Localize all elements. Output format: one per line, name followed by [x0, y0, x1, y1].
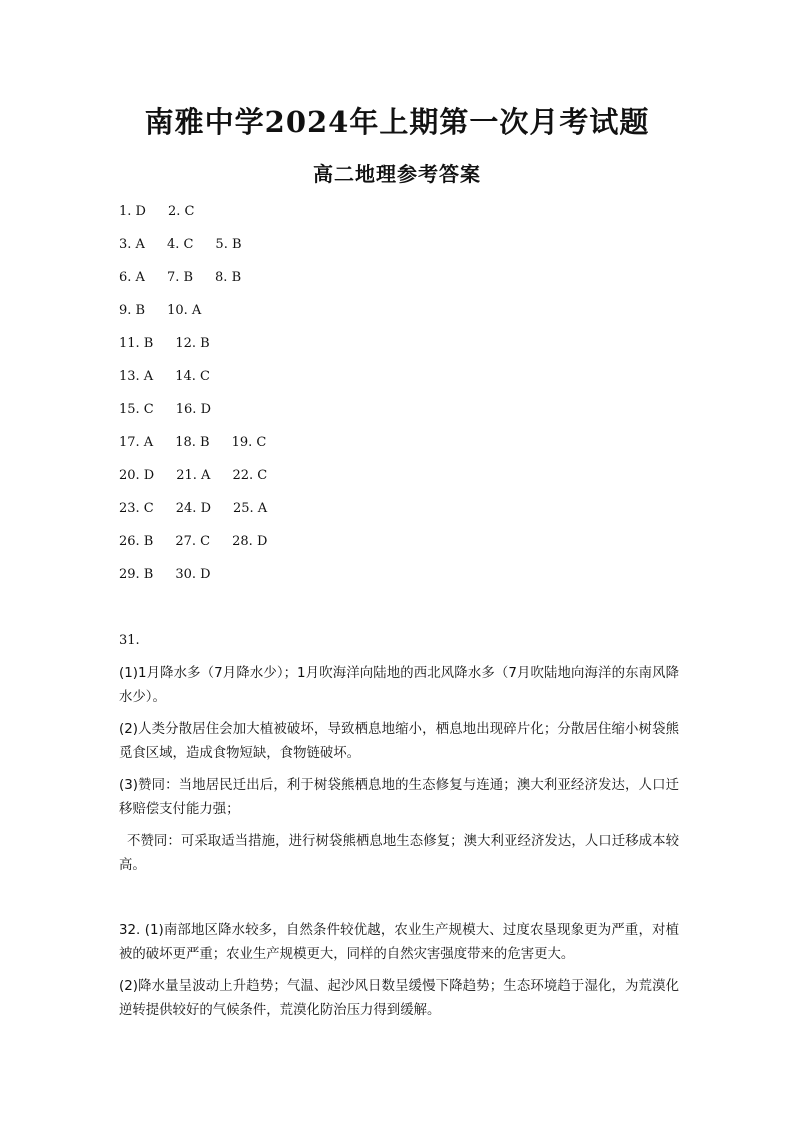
answer-row [119, 302, 519, 335]
choice-answer: 10. A [167, 303, 202, 318]
choice-answer: 18. B [175, 435, 210, 450]
choice-answer: 27. C [175, 534, 211, 549]
choice-answer: 9. B [119, 303, 146, 318]
choice-answer-list [119, 203, 519, 599]
question-31-part-3-agree: (3)赞同：当地居民迁出后，利于树袋熊栖息地的生态修复与连通；澳大利亚经济发达，人口迁移赔偿支付能力强； [119, 778, 679, 817]
choice-answer: 17. A [119, 435, 154, 450]
choice-answer: 4. C [166, 237, 194, 252]
choice-answer: 21. A [176, 468, 211, 483]
page-title: 南雅中学2024年上期第一次月考试题 [144, 105, 650, 139]
question-31-part-1: (1)1月降水多（7月降水少）；1月吹海洋向陆地的西北风降水多（7月吹陆地向海洋的东南风降水少）。 [119, 666, 679, 705]
choice-answer: 26. B [119, 534, 154, 549]
answer-row [119, 203, 519, 236]
choice-answer: 29. B [119, 567, 154, 582]
choice-answer: 12. B [175, 336, 210, 351]
question-31-label: 31. [119, 633, 140, 648]
choice-answer: 16. D [175, 402, 211, 417]
answer-row [119, 236, 519, 269]
answer-row [119, 566, 519, 599]
choice-answer: 8. B [215, 270, 242, 285]
answer-row [119, 434, 519, 467]
choice-answer: 3. A [119, 237, 145, 252]
choice-answer: 25. A [233, 501, 268, 516]
answer-row [119, 500, 519, 533]
choice-answer: 28. D [232, 534, 268, 549]
choice-answer: 22. C [232, 468, 268, 483]
answer-row [119, 467, 519, 500]
answer-row [119, 269, 519, 302]
choice-answer: 5. B [215, 237, 242, 252]
answer-row [119, 533, 519, 566]
choice-answer: 11. B [119, 336, 154, 351]
page-subtitle: 高二地理参考答案 [313, 162, 481, 186]
choice-answer: 1. D [119, 204, 146, 219]
question-32-part-2: (2)降水量呈波动上升趋势；气温、起沙风日数呈缓慢下降趋势；生态环境趋于湿化，为荒漠化逆转提供较好的气候条件，荒漠化防治压力得到缓解。 [119, 979, 679, 1018]
answer-row [119, 335, 519, 368]
question-31-part-2: (2)人类分散居住会加大植被破坏，导致栖息地缩小，栖息地出现碎片化；分散居住缩小树袋熊觅食区域，造成食物短缺，食物链破坏。 [119, 722, 679, 761]
choice-answer: 14. C [175, 369, 210, 384]
choice-answer: 13. A [119, 369, 154, 384]
question-31-part-3-disagree: 不赞同：可采取适当措施，进行树袋熊栖息地生态修复；澳大利亚经济发达，人口迁移成本较高。 [119, 834, 679, 873]
choice-answer: 7. B [166, 270, 194, 285]
choice-answer: 2. C [167, 204, 195, 219]
question-32-part-1: 32. (1)南部地区降水较多，自然条件较优越，农业生产规模大、过度农垦现象更为严重，对植被的破坏更严重；农业生产规模更大，同样的自然灾害强度带来的危害更大。 [119, 923, 679, 962]
choice-answer: 23. C [119, 501, 154, 516]
choice-answer: 20. D [119, 468, 155, 483]
choice-answer: 19. C [231, 435, 267, 450]
choice-answer: 30. D [175, 567, 211, 582]
answer-row [119, 401, 519, 434]
answer-row [119, 368, 519, 401]
choice-answer: 24. D [175, 501, 211, 516]
choice-answer: 15. C [119, 402, 154, 417]
choice-answer: 6. A [119, 270, 145, 285]
